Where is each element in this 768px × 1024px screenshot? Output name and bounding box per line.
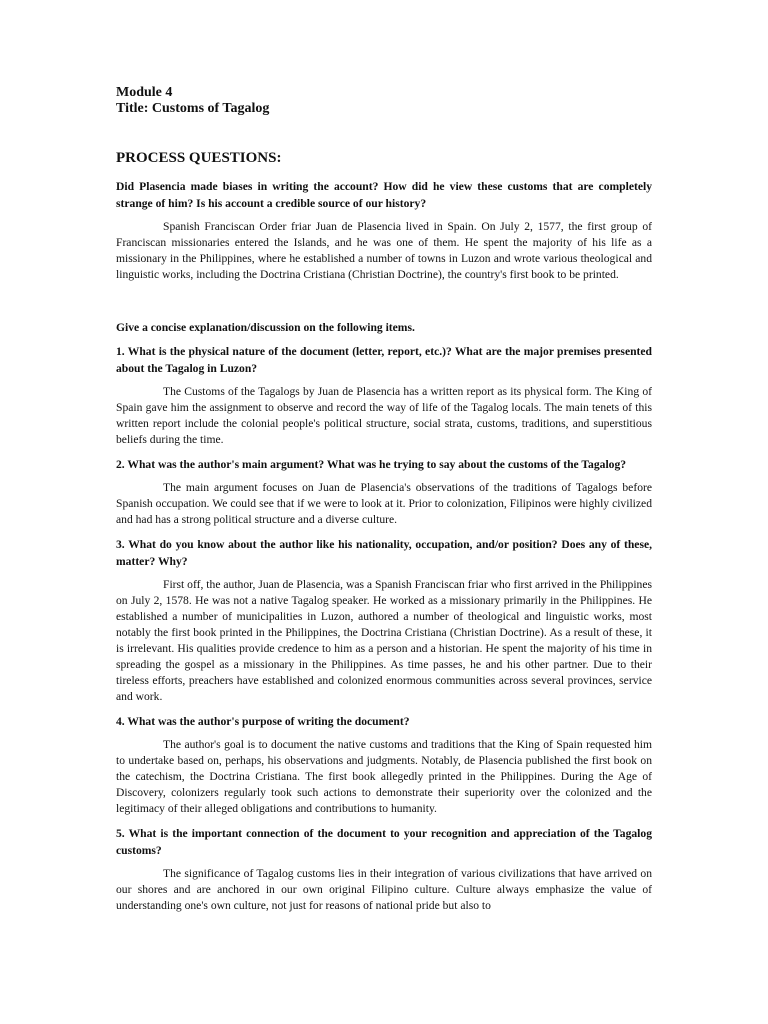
section-title: PROCESS QUESTIONS: — [116, 150, 282, 166]
question-text: 3. What do you know about the author like his nationality, occupation, and/or position? Does any of these, matter? Why? — [116, 538, 652, 568]
question-item-4 — [116, 713, 652, 817]
question-text: 5. What is the important connection of the document to your recognition and appreciation of the Tagalog customs? — [116, 827, 652, 857]
answer-text: First off, the author, Juan de Plasencia, was a Spanish Franciscan friar who first arrived in the Philippines on July 2, 1578. He was not a native Tagalog speaker. He worked as a missionary primarily in the Philippines. He established a number of municipalities in Luzon, authored a number of theological and linguistic works, most notably the first book printed in the Philippines, the Doctrina Cristiana (Christian Doctrine). As a result of these, it is irrelevant. His qualities provide credence to him as a person and a historian. He spent the majority of his time in spreading the gospel as a missionary in the Philippines. As time passes, he and his other partner. Due to their tireless efforts, preachers have established and colonized enormous communities across several provinces, service and work. — [116, 578, 652, 703]
instruction-text: Give a concise explanation/discussion on the following items. — [116, 321, 415, 334]
document-title: Title: Customs of Tagalog — [116, 101, 270, 116]
intro-question: Did Plasencia made biases in writing the account? How did he view these customs that are completely strange of him? Is his account a credible source of our history? — [116, 180, 652, 210]
answer-text: The author's goal is to document the native customs and traditions that the King of Spain requested him to undertake based on, perhaps, his observations and judgments. Notably, de Plasencia published the first book on the catechism, the Doctrina Cristiana. The first book allegedly printed in the Philippines. During the Age of Discovery, colonizers regularly took such actions to demonstrate their superiority over the colonized and the legitimacy of their alleged obligations and contributions to humanity. — [116, 738, 652, 815]
question-text: 4. What was the author's purpose of writing the document? — [116, 715, 410, 728]
question-text: 1. What is the physical nature of the document (letter, report, etc.)? What are the major premises presented about the Tagalog in Luzon? — [116, 345, 652, 375]
question-item-1 — [116, 343, 652, 448]
answer-text: The Customs of the Tagalogs by Juan de Plasencia has a written report as its physical form. The King of Spain gave him the assignment to observe and record the way of life of the Tagalog locals. The main tenets of this written report include the colonial people's political structure, social strata, customs, traditions, and superstitious beliefs during the time. — [116, 385, 652, 446]
question-text: 2. What was the author's main argument? What was he trying to say about the customs of the Tagalog? — [116, 458, 627, 471]
question-item-3 — [116, 536, 652, 705]
question-item-2 — [116, 456, 652, 528]
document-content — [116, 85, 652, 922]
module-label: Module 4 — [116, 85, 173, 100]
question-item-5 — [116, 825, 652, 914]
answer-text: The main argument focuses on Juan de Plasencia's observations of the traditions of Tagalogs before Spanish occupation. We could see that if we were to look at it. Prior to colonization, Filipinos were highly civilized and had has a strong political structure and a diverse culture. — [116, 481, 652, 526]
answer-text: The significance of Tagalog customs lies in their integration of various civilizations that have arrived on our shores and are anchored in our own original Filipino culture. Culture always emphasize the value of understanding one's own culture, not just for reasons of national pride but also to — [116, 867, 652, 912]
intro-answer: Spanish Franciscan Order friar Juan de Plasencia lived in Spain. On July 2, 1577, the first group of Franciscan missionaries entered the Islands, and he was one of them. He spent the majority of his life as a missionary in the Philippines, where he established a number of towns in Luzon and wrote various theological and linguistic works, including the Doctrina Cristiana (Christian Doctrine), the country's first book to be printed. — [116, 220, 652, 281]
